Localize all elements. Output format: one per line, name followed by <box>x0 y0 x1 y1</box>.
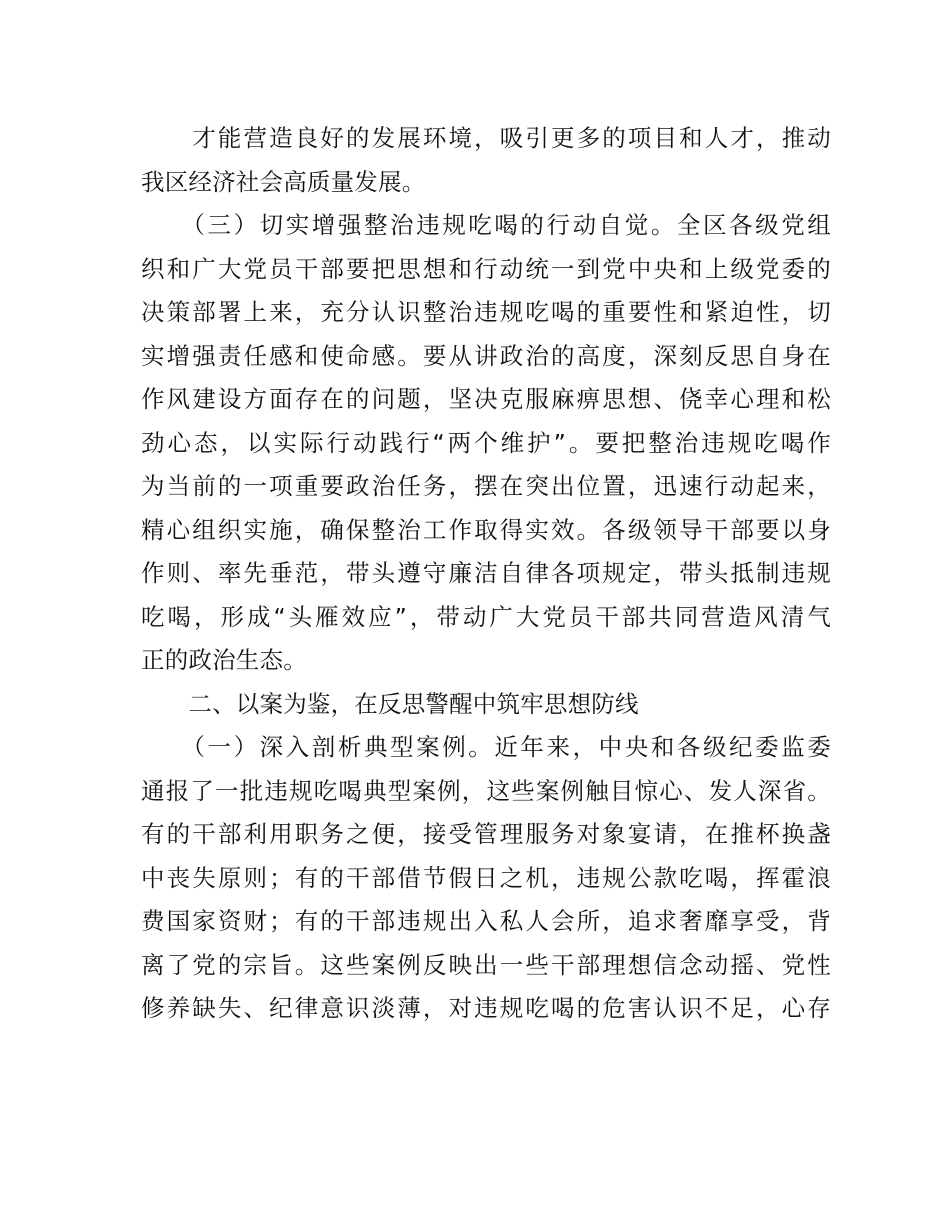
text-line: 织和广大党员干部要把思想和行动统一到党中央和上级党委的 <box>141 254 831 283</box>
text-line: 作则、率先垂范，带头遵守廉洁自律各项规定，带头抵制违规 <box>141 559 831 587</box>
text-line: 正的政治生态。 <box>141 646 307 674</box>
text-line: 决策部署上来，充分认识整治违规吃喝的重要性和紧迫性，切 <box>141 298 831 326</box>
text-line: 修养缺失、纪律意识淡薄，对违规吃喝的危害认识不足，心存 <box>141 994 831 1022</box>
text-line: 为当前的一项重要政治任务，摆在突出位置，迅速行动起来， <box>141 472 831 500</box>
text-line: 费国家资财；有的干部违规出入私人会所，追求奢靡享受，背 <box>141 907 831 935</box>
text-line: 才能营造良好的发展环境，吸引更多的项目和人才，推动 <box>141 124 831 152</box>
text-line: 精心组织实施，确保整治工作取得实效。各级领导干部要以身 <box>141 515 831 544</box>
text-line: （三）切实增强整治违规吃喝的行动自觉。全区各级党组 <box>141 211 831 239</box>
text-line: 劲心态，以实际行动践行“两个维护”。要把整治违规吃喝作 <box>141 428 831 457</box>
body-text <box>141 117 831 1031</box>
text-line: 我区经济社会高质量发展。 <box>141 167 426 196</box>
text-line: 实增强责任感和使命感。要从讲政治的高度，深刻反思自身在 <box>141 341 831 370</box>
text-line: 通报了一批违规吃喝典型案例，这些案例触目惊心、发人深省。 <box>141 776 831 805</box>
text-line: 有的干部利用职务之便，接受管理服务对象宴请，在推杯换盏 <box>141 820 831 848</box>
section-heading: 二、以案为鉴，在反思警醒中筑牢思想防线 <box>141 689 639 718</box>
text-line: （一）深入剖析典型案例。近年来，中央和各级纪委监委 <box>141 733 831 761</box>
text-line: 吃喝，形成“头雁效应”，带动广大党员干部共同营造风清气 <box>141 602 831 631</box>
text-line: 中丧失原则；有的干部借节假日之机，违规公款吃喝，挥霍浪 <box>141 863 831 892</box>
text-line: 作风建设方面存在的问题，坚决克服麻痹思想、侥幸心理和松 <box>141 385 831 413</box>
text-line: 离了党的宗旨。这些案例反映出一些干部理想信念动摇、党性 <box>141 950 831 979</box>
